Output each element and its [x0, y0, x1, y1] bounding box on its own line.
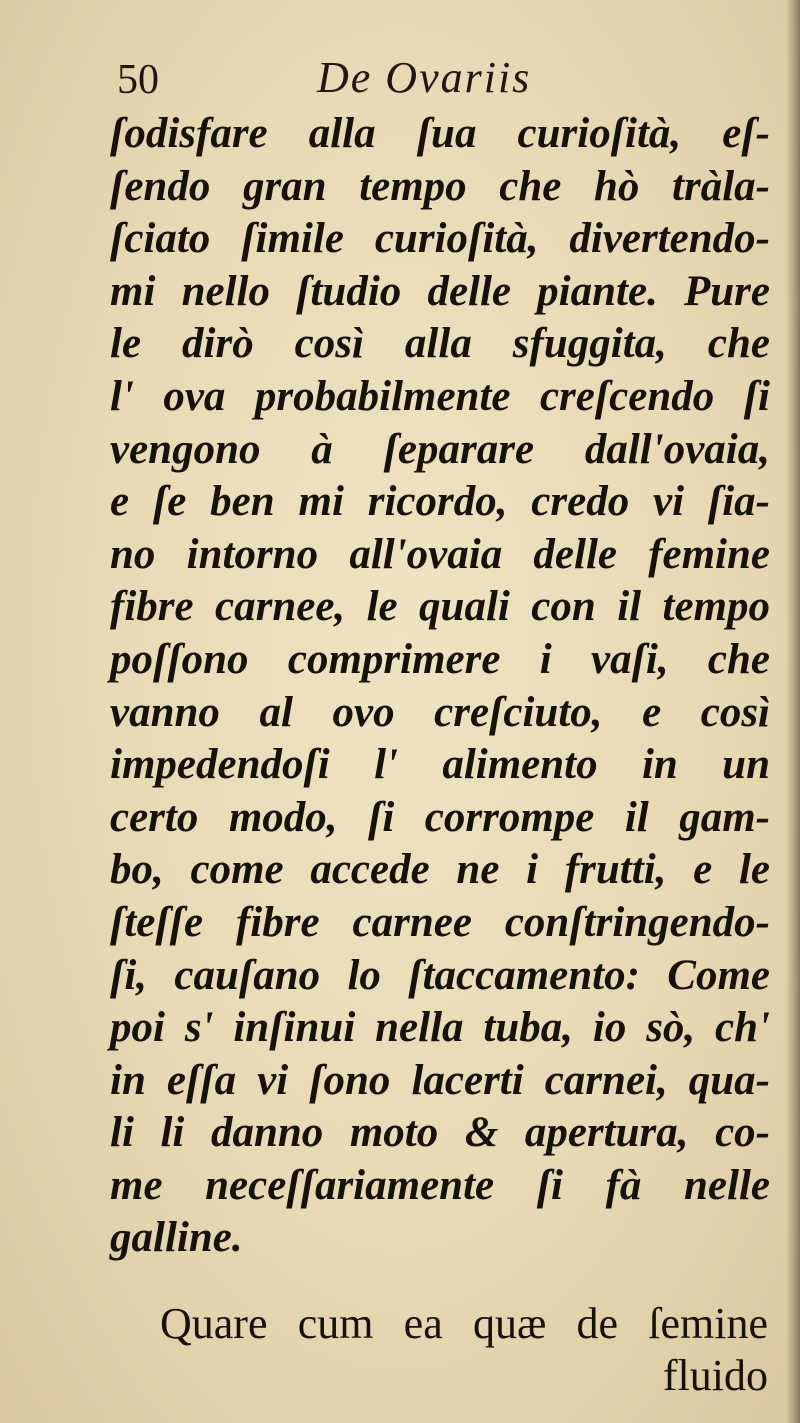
text-line: Quare cum ea quæ de ſemine: [160, 1299, 768, 1348]
latin-paragraph: [160, 1298, 768, 1402]
text-line: le dirò così alla sfuggita, che: [110, 320, 770, 368]
text-line: in eſſa vi ſono lacerti carnei, qua-: [110, 1056, 770, 1104]
text-line: impedendoſi l' alimento in un: [110, 741, 770, 789]
text-line: ſendo gran tempo che hò tràla-: [110, 162, 770, 210]
text-line: li li danno moto & apertura, co-: [110, 1109, 770, 1157]
text-line: galline.: [110, 1214, 243, 1262]
catchword: fluido: [662, 1351, 768, 1400]
text-line: poſſono comprimere i vaſi, che: [110, 635, 770, 683]
text-line: e ſe ben mi ricordo, credo vi ſia-: [110, 478, 770, 526]
text-line: bo, come accede ne i frutti, e le: [110, 846, 770, 894]
running-head: [117, 48, 677, 108]
text-line: poi s' inſinui nella tuba, io sò, ch': [110, 1004, 770, 1052]
text-line: fibre carnee, le quali con il tempo: [110, 583, 770, 631]
text-line: me neceſſariamente ſi fà nelle: [110, 1161, 770, 1209]
text-line: mi nello ſtudio delle piante. Pure: [110, 267, 770, 315]
running-head-title: De Ovariis: [317, 53, 532, 102]
text-line: ſodisfare alla ſua curioſità, eſ-: [110, 110, 770, 157]
italian-paragraph: [110, 108, 770, 1265]
text-line: certo modo, ſi corrompe il gam-: [110, 793, 770, 841]
text-line: ſciato ſimile curioſità, divertendo-: [110, 215, 770, 263]
page-gutter-shadow: [786, 0, 800, 1423]
text-line: no intorno all'ovaia delle femine: [110, 530, 770, 578]
text-line: vengono à ſeparare dall'ovaia,: [110, 425, 770, 473]
page-number: 50: [117, 57, 159, 103]
text-line: l' ova probabilmente creſcendo ſi: [110, 372, 770, 420]
text-line: ſi, cauſano lo ſtaccamento: Come: [110, 951, 770, 999]
text-line: ſteſſe fibre carnee conſtringendo-: [110, 898, 770, 946]
text-line: vanno al ovo creſciuto, e così: [110, 688, 770, 736]
